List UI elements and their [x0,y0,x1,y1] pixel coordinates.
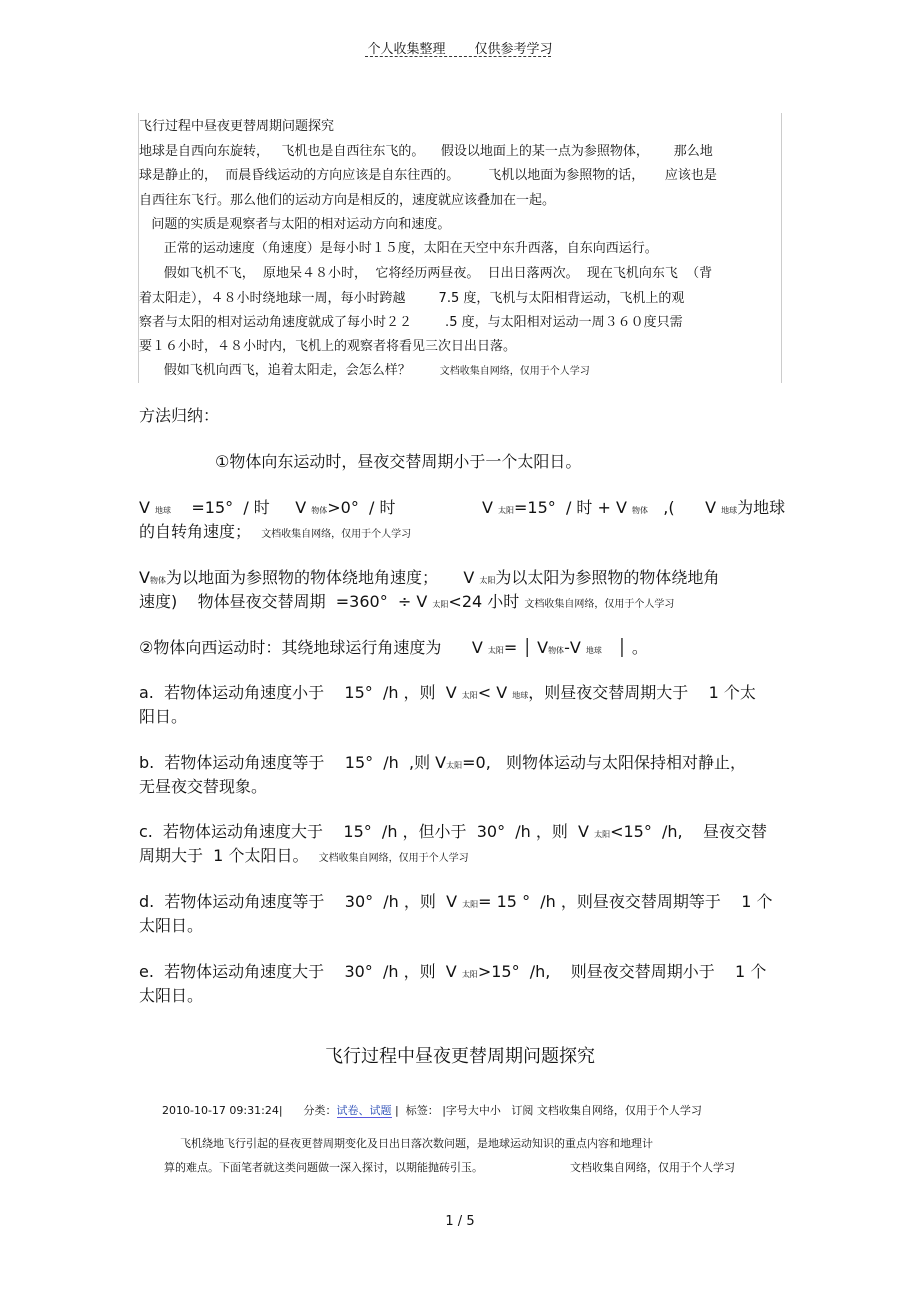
text-line [139,913,203,936]
text-line [139,262,712,281]
page-number: 1 / 5 [445,1214,475,1229]
subscript: 太阳 [487,646,504,655]
line-text: a. 若物体运动角速度小于 15° /h ，则 V [139,683,462,702]
line-text: 为地球 [737,498,786,517]
text-line [139,164,717,183]
line-text: V [139,568,150,587]
line-text: >15° /h, 则昼夜交替周期小于 1 个 [477,962,767,981]
subscript: 太阳 [461,970,478,979]
text-line [215,449,581,472]
subscript: 太阳 [479,576,496,585]
category-link[interactable]: 试卷、试题 [336,1104,392,1117]
text-line [139,959,766,982]
line-text: 的自转角速度； [139,522,262,541]
text-line [139,140,713,159]
meta-rest: | 标签： |字号大中小 订阅 文档收集自网络，仅用于个人学习 [391,1104,702,1117]
subscript: 太阳 [461,691,478,700]
line-text: 太阳日。 [139,986,204,1005]
line-text: 自西往东飞行。那么他们的运动方向是相反的，速度就应该叠加在一起。 [139,193,556,208]
line-text: ,( V [648,498,722,517]
line-text: ，则昼夜交替周期大于 1 个太 [528,683,756,702]
text-line [139,213,450,232]
line-text: < V [477,683,513,702]
line-text: <15° /h, 昼夜交替 [610,822,767,841]
line-text: 问题的实质是观察者与太阳的相对运动方向和速度。 [139,217,451,232]
page-header [0,38,920,57]
source-note: 文档收集自网络，仅用于个人学习 [261,529,412,540]
source-note: 文档收集自网络，仅用于个人学习 [524,599,675,610]
line-text: 球是静止的， 而晨昏线运动的方向应该是自东往西的。 飞机以地面为参照物的话， 应该也是 [139,168,717,183]
line-text: 飞行过程中昼夜更替周期问题探究 [139,119,335,134]
text-line [139,115,334,134]
line-text: =15° / 时 + V [514,498,633,517]
text-line [139,311,683,330]
subscript: 物体 [548,646,565,655]
line-text: 假如飞机不飞， 原地呆４８小时， 它将经历两昼夜。 日出日落两次。 现在飞机向东飞 （背 [139,266,713,281]
line-text: <24 小时 [448,592,525,611]
article-meta [162,1102,702,1118]
header-rule [365,56,551,57]
text-line [139,819,767,842]
text-line [139,680,756,703]
source-note: 文档收集自网络，仅用于个人学习 [318,853,469,864]
article-para-1: 飞机绕地飞行引起的昼夜更替周期变化及日出日落次数问题，是地球运动知识的重点内容和地理计 [180,1137,653,1150]
line-text: 速度) 物体昼夜交替周期 =360° ÷ V [139,592,433,611]
category-label: 分类： [303,1104,337,1117]
subscript: 物体 [311,506,328,515]
subscript: 太阳 [446,761,463,770]
line-text: b. 若物体运动角速度等于 15° /h ,则 V [139,753,447,772]
line-text: = 15 ° /h ，则昼夜交替周期等于 1 个 [478,892,773,911]
line-text: 着太阳走），４８小时绕地球一周，每小时跨越 7.5 度，飞机与太阳相背运动，飞机上的观 [139,291,685,306]
article-para-2 [164,1159,735,1175]
subscript: 地球 [155,506,172,515]
text-line [139,635,648,658]
subscript: 地球 [721,506,738,515]
line-text: V [139,498,156,517]
line-text: -V [564,638,586,657]
text-line [139,704,187,727]
method-title: 方法归纳： [139,406,220,425]
box-border-right [781,113,782,383]
subscript: 地球 [512,691,529,700]
subscript: 太阳 [594,830,611,839]
line-text: 正常的运动速度（角速度）是每小时１５度，太阳在天空中东升西落，自东向西运行。 [139,241,658,256]
source-note: 文档收集自网络，仅用于个人学习 [439,366,590,377]
line-text: >0° / 时 V [327,498,498,517]
line-text: e. 若物体运动角速度大于 30° /h ，则 V [139,962,462,981]
line-text: 阳日。 [139,707,188,726]
text-line [139,565,719,588]
line-text: c. 若物体运动角速度大于 15° /h ，但小于 30° /h ，则 V [139,822,595,841]
text-line [139,495,785,518]
subscript: 太阳 [462,900,479,909]
text-line [139,750,746,773]
line-text: 地球是自西向东旋转， 飞机也是自西往东飞的。 假设以地面上的某一点为参照物体， 那么地 [139,144,713,159]
text-line [139,983,203,1006]
text-line [139,359,590,378]
subscript: 物体 [149,576,166,585]
text-line [139,237,658,256]
article-date: 2010-10-17 09:31:24| [162,1104,283,1117]
text-line [139,189,555,208]
line-text: 为以太阳为参照物的物体绕地角 [495,568,720,587]
line-text: 无昼夜交替现象。 [139,777,268,796]
subscript: 太阳 [498,506,514,515]
line-text: = │ V [503,638,549,657]
line-text: 要１６小时，４８小时内，飞机上的观察者将看见三次日出日落。 [139,339,517,354]
line-text: 太阳日。 [139,916,204,935]
para-2-note: 文档收集自网络，仅用于个人学习 [570,1161,735,1174]
subscript: 物体 [632,506,649,515]
line-text: =15° / 时 V [171,498,312,517]
header-left: 个人收集整理 [367,42,446,57]
text-line [139,287,684,306]
line-text: 察者与太阳的相对运动角速度就成了每小时２２ .5 度，与太阳相对运动一周３６０度只需 [139,315,683,330]
line-text: 假如飞机向西飞，追着太阳走，会怎么样？ [139,363,440,378]
line-text: ①物体向东运动时，昼夜交替周期小于一个太阳日。 [215,452,582,471]
line-text: 周期大于 1 个太阳日。 [139,846,319,865]
article-title: 飞行过程中昼夜更替周期问题探究 [325,1046,595,1067]
line-text: d. 若物体运动角速度等于 30° /h ，则 V [139,892,463,911]
text-line [139,589,674,612]
text-line [139,843,469,866]
text-line [139,774,267,797]
subscript: 太阳 [432,600,449,609]
text-line [139,519,411,542]
text-line [139,335,516,354]
header-right: 仅供参考学习 [474,42,553,57]
line-text: 为以地面为参照物的物体绕地角速度； V [165,568,480,587]
text-line [139,889,772,912]
para-2-text: 算的难点。下面笔者就这类问题做一深入探讨，以期能抛砖引玉。 [164,1161,483,1174]
line-text: │ 。 [601,638,648,657]
line-text: =0, 则物体运动与太阳保持相对静止， [462,753,747,772]
line-text: ②物体向西运动时：其绕地球运行角速度为 V [139,638,488,657]
subscript: 地球 [585,646,602,655]
